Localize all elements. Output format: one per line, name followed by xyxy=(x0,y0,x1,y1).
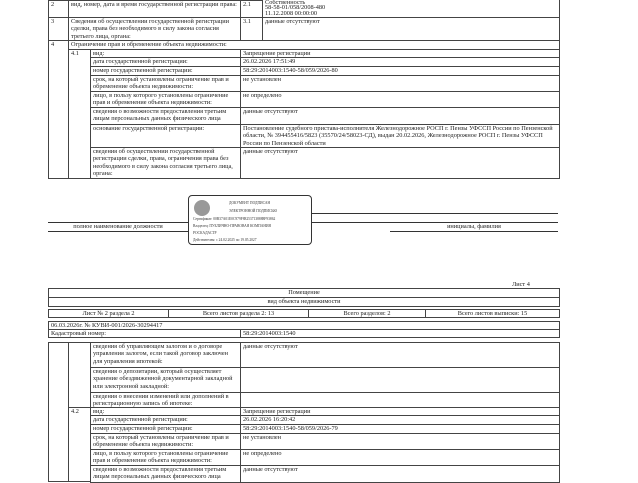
row-label: Сведения об осуществлении государственной регистрации сделки, права без необходимого в силу закона согласия третьего лица, органа: xyxy=(68,17,241,41)
stamp-line: РОСКАДАСТР xyxy=(193,231,217,235)
object-caption: вид объекта недвижимости xyxy=(48,297,560,307)
position-label: полное наименование должности xyxy=(73,223,163,230)
field-value: Запрещение регистрации xyxy=(240,49,560,58)
field-value: 58:29:2014003:1540-58/059/2026-80 xyxy=(240,66,560,76)
row-subnumber: 3.1 xyxy=(240,17,263,41)
sheet-info: Лист № 2 раздела 2 xyxy=(48,309,169,318)
field-value: не определено xyxy=(240,91,560,108)
field-label: сведения о возможности предоставления третьим лицам персональных данных физического лица xyxy=(90,107,241,125)
field-value: не установлен xyxy=(240,433,560,450)
sheet-info: Всего листов выписки: 15 xyxy=(425,309,560,318)
registration-right xyxy=(262,0,560,18)
field-label: основание государственной регистрации: xyxy=(90,124,241,148)
initials-label: инициалы, фамилия xyxy=(447,223,501,230)
field-value: данные отсутствуют xyxy=(240,465,560,483)
row-subnumber: 4.1 xyxy=(68,49,91,179)
stamp-line: Сертификат: 00B37A01E0C979F882537138888F93862 xyxy=(193,217,276,221)
row-number: 4 xyxy=(48,40,69,179)
field-label: вид: xyxy=(90,407,241,416)
right-number: 58-58-01/058/2008-480 xyxy=(265,4,326,12)
field-label: срок, на который установлены ограничение прав и обременение объекта недвижимости: xyxy=(90,75,241,92)
row-subnumber: 2.1 xyxy=(240,0,263,18)
field-value: данные отсутствуют xyxy=(240,107,560,125)
row-subnumber xyxy=(68,342,91,408)
field-value: Запрещение регистрации xyxy=(240,407,560,416)
section-heading: Ограничение прав и обременение объекта недвижимости: xyxy=(68,40,560,50)
field-value: Постановление судебного пристава-исполнителя Железнодорожное РОСП г. Пензы УФССП России по Пензенской области, № 394455416/5823 (35570/24/58023-СД), выдан 20.02.2026, Железнодорожное РОСП г. Пензы УФССП России по Пензенской области xyxy=(240,124,560,148)
sheet-info: Всего листов раздела 2: 13 xyxy=(168,309,309,318)
field-value: 58:29:2014003:1540-58/059/2026-79 xyxy=(240,424,560,434)
sheet-info: Всего разделов: 2 xyxy=(308,309,426,318)
field-value: 26.02.2026 16:20:42 xyxy=(240,415,560,425)
object-type: Помещение xyxy=(48,288,560,298)
emblem-icon xyxy=(194,200,210,216)
field-label: сведения о возможности предоставления третьим лицам персональных данных физического лица xyxy=(90,465,241,483)
cadastral-label: Кадастровый номер: xyxy=(48,329,241,338)
stamp-line: ДОКУМЕНТ ПОДПИСАН xyxy=(229,201,271,205)
field-label: вид: xyxy=(90,49,241,58)
electronic-signature-stamp xyxy=(188,195,312,245)
field-value: данные отсутствуют xyxy=(240,147,560,179)
row-number xyxy=(48,342,69,482)
field-label: дата государственной регистрации: xyxy=(90,57,241,67)
stamp-line: Действителен: с 24.02.2025 по 19.05.2027 xyxy=(193,238,257,242)
stamp-line: Владелец: ПУБЛИЧНО-ПРАВОВАЯ КОМПАНИЯ xyxy=(193,224,271,228)
row-subnumber: 4.2 xyxy=(68,407,91,482)
sheet-label: Лист 4 xyxy=(512,281,530,288)
row-label: вид, номер, дата и время государственной регистрации права: xyxy=(68,0,241,18)
cadastral-number: 58:29:2014003:1540 xyxy=(240,329,560,338)
field-value: 26.02.2026 17:51:49 xyxy=(240,57,560,67)
field-label: лицо, в пользу которого установлены ограничение прав и обременение объекта недвижимости: xyxy=(90,449,241,466)
field-value: не определено xyxy=(240,449,560,466)
field-value xyxy=(240,367,560,393)
field-label: дата государственной регистрации: xyxy=(90,415,241,425)
field-label: номер государственной регистрации: xyxy=(90,66,241,76)
field-label: лицо, в пользу которого установлены ограничение прав и обременение объекта недвижимости: xyxy=(90,91,241,108)
row-number: 2 xyxy=(48,0,69,18)
field-label: сведения об осуществлении государственной регистрации сделки, права, ограничения права без необходимого в силу закона согласия третьего лица, органа: xyxy=(90,147,241,179)
right-date: 11.12.2008 00:00:00 xyxy=(265,9,318,17)
field-value: не установлен xyxy=(240,75,560,92)
row-value: данные отсутствуют xyxy=(262,17,560,41)
field-label: номер государственной регистрации: xyxy=(90,424,241,434)
stamp-line: ЭЛЕКТРОННОЙ ПОДПИСЬЮ xyxy=(229,209,278,213)
row-number: 3 xyxy=(48,17,69,41)
field-label: сведения о депозитарии, который осуществляет хранение обездвиженной документарной закладной или электронной закладной: xyxy=(90,367,241,393)
right-type: Собственность xyxy=(265,0,306,6)
field-value: данные отсутствуют xyxy=(240,342,560,368)
field-label: срок, на который установлены ограничение прав и обременение объекта недвижимости: xyxy=(90,433,241,450)
document-reference: 06.03.2026г. № КУВИ-001/2026-30294417 xyxy=(48,321,560,330)
field-value xyxy=(240,392,560,408)
field-label: сведения о внесении изменений или дополнений в регистрационную запись об ипотеке: xyxy=(90,392,241,408)
field-label: сведения об управляющем залогом и о договоре управления залогом, если такой договор заключен для управления ипотекой: xyxy=(90,342,241,368)
